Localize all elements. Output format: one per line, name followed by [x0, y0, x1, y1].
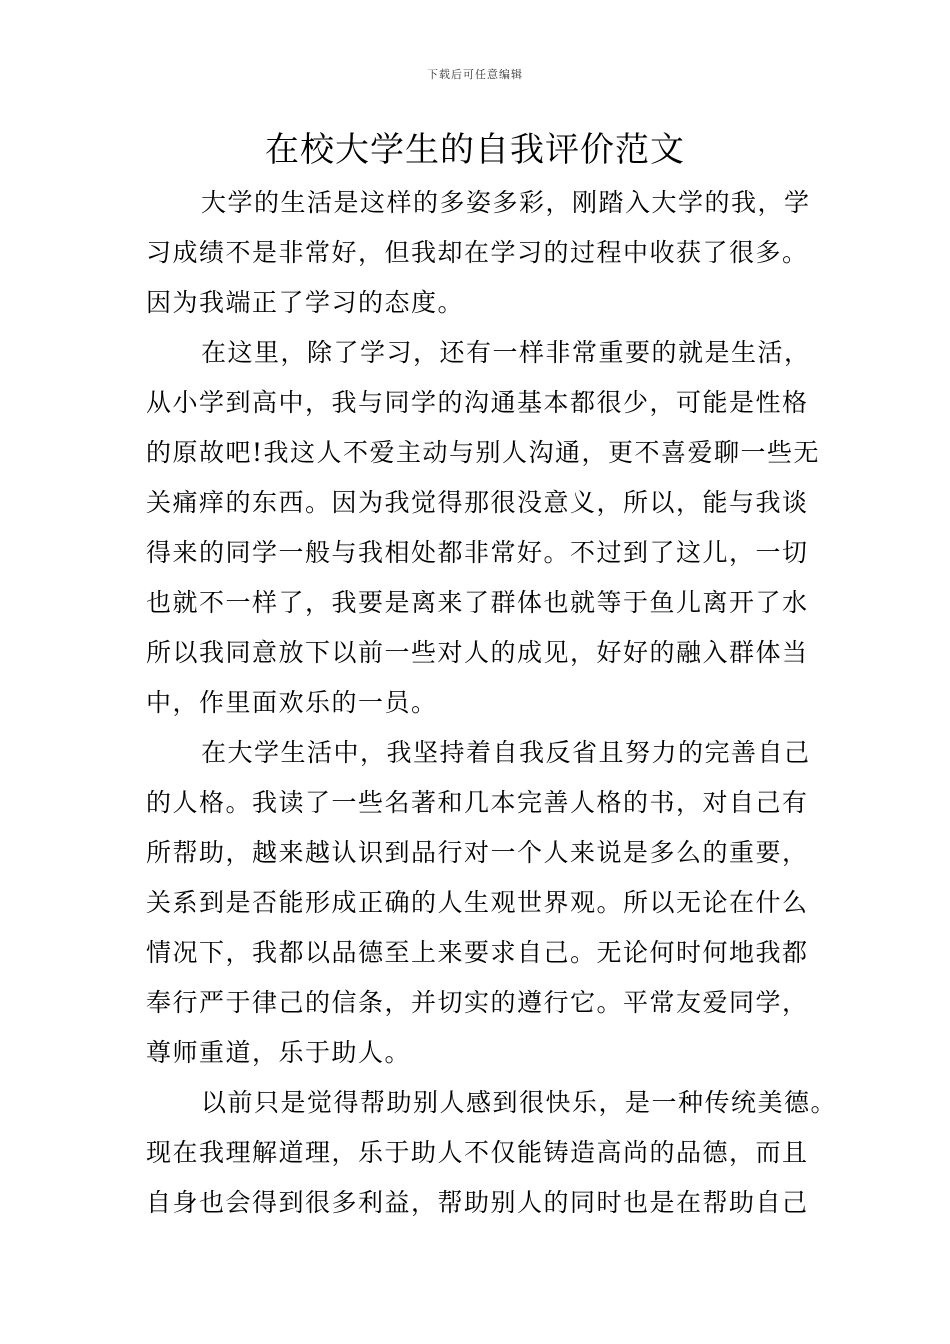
- body-line: 所以我同意放下以前一些对人的成见，好好的融入群体当: [146, 638, 809, 667]
- body-line: 情况下，我都以品德至上来要求自己。无论何时何地我都: [146, 938, 809, 967]
- body-line: 得来的同学一般与我相处都非常好。不过到了这儿，一切: [146, 538, 809, 567]
- body-line: 的人格。我读了一些名著和几本完善人格的书，对自己有: [146, 788, 809, 817]
- body-line: 所帮助，越来越认识到品行对一个人来说是多么的重要，: [146, 838, 809, 867]
- document-body: [146, 178, 838, 1228]
- header-note: 下载后可任意编辑: [427, 68, 523, 81]
- body-line: 在这里，除了学习，还有一样非常重要的就是生活，: [201, 338, 811, 367]
- body-line: 大学的生活是这样的多姿多彩，刚踏入大学的我，学: [201, 188, 811, 217]
- body-line: 尊师重道，乐于助人。: [146, 1038, 412, 1067]
- body-line: 以前只是觉得帮助别人感到很快乐，是一种传统美德。: [201, 1088, 838, 1117]
- body-line: 自身也会得到很多利益，帮助别人的同时也是在帮助自己: [146, 1188, 809, 1217]
- body-line: 因为我端正了学习的态度。: [146, 288, 465, 317]
- body-line: 从小学到高中，我与同学的沟通基本都很少，可能是性格: [146, 388, 809, 417]
- body-line: 关系到是否能形成正确的人生观世界观。所以无论在什么: [146, 888, 809, 917]
- body-line: 的原故吧!我这人不爱主动与别人沟通，更不喜爱聊一些无: [146, 438, 821, 467]
- body-line: 也就不一样了，我要是离来了群体也就等于鱼儿离开了水: [146, 588, 809, 617]
- body-line: 中，作里面欢乐的一员。: [146, 688, 438, 717]
- body-line: 关痛痒的东西。因为我觉得那很没意义，所以，能与我谈: [146, 488, 809, 517]
- document-title: 在校大学生的自我评价范文: [265, 130, 685, 170]
- body-line: 在大学生活中，我坚持着自我反省且努力的完善自己: [201, 738, 811, 767]
- body-line: 奉行严于律己的信条，并切实的遵行它。平常友爱同学，: [146, 988, 809, 1017]
- body-line: 习成绩不是非常好，但我却在学习的过程中收获了很多。: [146, 238, 809, 267]
- body-line: 现在我理解道理，乐于助人不仅能铸造高尚的品德，而且: [146, 1138, 809, 1167]
